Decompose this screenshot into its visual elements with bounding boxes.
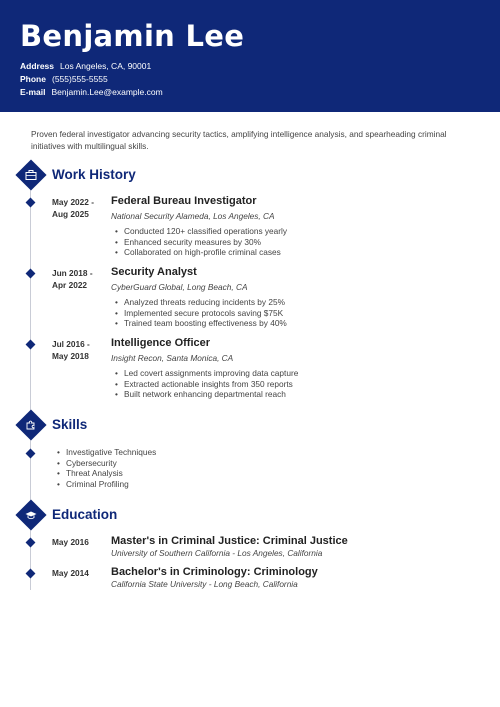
job-date-start: May 2022 - <box>52 197 94 207</box>
list-item: • Criminal Profiling <box>66 479 156 490</box>
job-organization: National Security Alameda, Los Angeles, CA <box>111 211 275 221</box>
list-item: • Investigative Techniques <box>66 447 156 458</box>
degree-title: Master's in Criminal Justice: Criminal Justice <box>111 535 348 547</box>
job-date-end: Apr 2022 <box>52 280 88 290</box>
education-date: May 2014 <box>52 568 89 578</box>
contact-value: (555)555-5555 <box>51 74 108 84</box>
contact-value: Benjamin.Lee@example.com <box>51 87 163 97</box>
job-bullets <box>124 368 298 400</box>
graduation-cap-icon <box>25 509 37 521</box>
contact-value: Los Angeles, CA, 90001 <box>60 61 152 71</box>
list-item: • Trained team boosting effectiveness by 40% <box>124 318 287 329</box>
education-heading: Education <box>52 507 118 522</box>
job-title: Intelligence Officer <box>111 337 211 349</box>
job-organization: CyberGuard Global, Long Beach, CA <box>111 282 248 292</box>
job-date-end: Aug 2025 <box>52 209 89 219</box>
job-date-end: May 2018 <box>52 351 89 361</box>
job-title: Security Analyst <box>111 266 197 278</box>
work-section-marker <box>20 164 42 186</box>
degree-title: Bachelor's in Criminology: Criminology <box>111 566 318 578</box>
contact-address <box>20 61 151 71</box>
timeline-dot <box>26 569 36 579</box>
list-item: • Analyzed threats reducing incidents by 25% <box>124 297 287 308</box>
job-date <box>52 267 93 291</box>
list-item: • Led covert assignments improving data capture <box>124 368 298 379</box>
job-date-start: Jul 2016 - <box>52 339 90 349</box>
list-item: • Enhanced security measures by 30% <box>124 237 287 248</box>
job-organization: Insight Recon, Santa Monica, CA <box>111 353 234 363</box>
resume-header <box>0 0 500 112</box>
list-item: • Extracted actionable insights from 350 reports <box>124 379 298 390</box>
list-item: • Collaborated on high-profile criminal cases <box>124 247 287 258</box>
education-section-marker <box>20 504 42 526</box>
work-history-heading: Work History <box>52 167 136 182</box>
contact-label: Address <box>20 61 55 71</box>
timeline-dot <box>26 340 36 350</box>
contact-label: E-mail <box>20 87 46 97</box>
candidate-name: Benjamin Lee <box>20 19 245 53</box>
job-date <box>52 196 94 220</box>
skills-heading: Skills <box>52 417 88 432</box>
job-date <box>52 338 90 362</box>
skills-list <box>66 447 156 489</box>
skills-section-marker <box>20 414 42 436</box>
puzzle-icon <box>25 419 37 431</box>
list-item: • Built network enhancing departmental reach <box>124 389 298 400</box>
timeline-dot <box>26 269 36 279</box>
job-date-start: Jun 2018 - <box>52 268 93 278</box>
list-item: • Cybersecurity <box>66 458 156 469</box>
list-item: • Conducted 120+ classified operations yearly <box>124 226 287 237</box>
timeline-dot <box>26 449 36 459</box>
contact-phone <box>20 74 108 84</box>
school-name: California State University - Long Beach, California <box>111 579 298 589</box>
list-item: • Implemented secure protocols saving $75K <box>124 308 287 319</box>
list-item: • Threat Analysis <box>66 468 156 479</box>
briefcase-icon <box>25 169 37 181</box>
contact-label: Phone <box>20 74 46 84</box>
timeline-dot <box>26 198 36 208</box>
contact-email <box>20 87 163 97</box>
job-bullets <box>124 226 287 258</box>
professional-summary: Proven federal investigator advancing security tactics, amplifying intelligence analysis, and spearheading criminal initiatives with multilingual skills. <box>31 129 447 151</box>
timeline-dot <box>26 538 36 548</box>
school-name: University of Southern California - Los Angeles, California <box>111 548 323 558</box>
job-bullets <box>124 297 287 329</box>
education-date: May 2016 <box>52 537 89 547</box>
job-title: Federal Bureau Investigator <box>111 195 257 207</box>
